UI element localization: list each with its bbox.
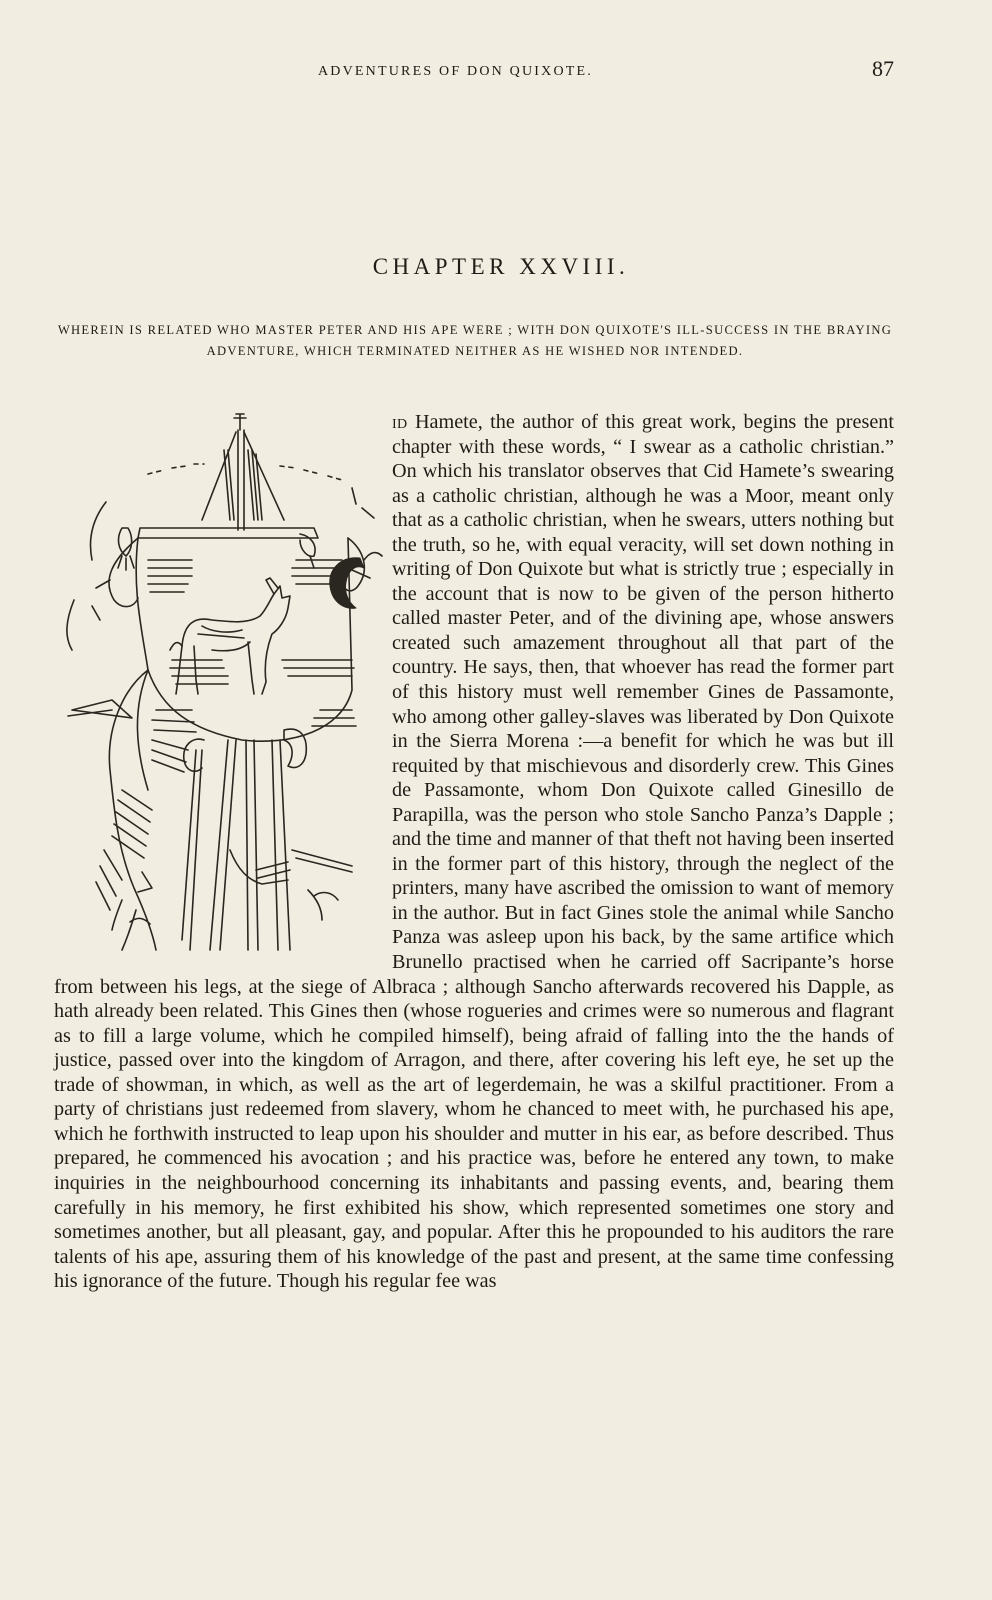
body-text (54, 410, 894, 1294)
first-word: id (392, 411, 408, 433)
running-title: ADVENTURES OF DON QUIXOTE. (318, 64, 593, 79)
illustration-wrap-space (54, 410, 392, 970)
chapter-title: CHAPTER XXVIII. (372, 254, 630, 279)
running-head (0, 56, 992, 84)
body-paragraph: Hamete, the author of this great work, begins the present chapter with these words, “ I swear as a catholic christian.” On which his translator observes that Cid Hamete’s swearing as a catholic christian, although he was a Moor, meant only that as a catholic christian, when he swears, utters nothing but the truth, so he, with equal veracity, will set down nothing in writing of Don Quixote but what is strictly true ; especially in the account that is now to be given of the person hitherto called master Peter, and of the divining ape, whose answers created such amazement throughout all that part of the country. He says, then, that whoever has read the former part of this history must well remember Gines de Passamonte, who among other galley-slaves was liberated by Don Quixote in the Sierra Morena :—a benefit for which he was but ill requited by that mischievous and disorderly crew. This Gines de Passamonte, whom Don Quixote called Ginesillo de Parapilla, was the person who stole Sancho Panza’s Dapple ; and the time and manner of that theft not having been inserted in the former part of this history, through the neglect of the printers, many have ascribed the omission to want of memory in the author. But in fact Gines stole the animal while Sancho Panza was asleep upon his back, by the same artifice which Brunello practised when he carried off Sacripante’s horse from between his legs, at the siege of Albraca ; although Sancho afterwards recovered his Dapple, as hath already been related. This Gines then (whose rogueries and crimes were so numerous and flagrant as to fill a large volume, which he compiled himself), being afraid of falling into the the hands of justice, passed over into the kingdom of Arragon, and there, after covering his left eye, he set up the trade of showman, in which, as well as the art of legerdemain, he was a skilful practitioner. From a party of christians just redeemed from slavery, whom he chanced to meet with, he purchased his ape, which he forthwith instructed to leap upon his shoulder and mutter in his ear, as before described. Thus prepared, he commenced his avocation ; and his practice was, before he entered any town, to make inquiries in the neighbourhood concerning its inhabitants and passing events, and, bearing them carefully in his memory, he first exhibited his show, which represented sometimes one story and sometimes another, but all pleasant, gay, and popular. After this he propounded to his auditors the rare talents of his ape, assuring them of his knowledge of the past and present, at the same time confessing his ignorance of the future. Though his regular fee was (54, 411, 894, 1293)
page-number: 87 (872, 56, 894, 81)
chapter-subtitle: WHEREIN IS RELATED WHO MASTER PETER AND HIS APE WERE ; WITH DON QUIXOTE'S ILL-SUCCESS IN THE BRAYING ADVENTURE, WHICH TERMINATED NEITHER AS HE WISHED NOR INTENDED. (57, 323, 893, 358)
